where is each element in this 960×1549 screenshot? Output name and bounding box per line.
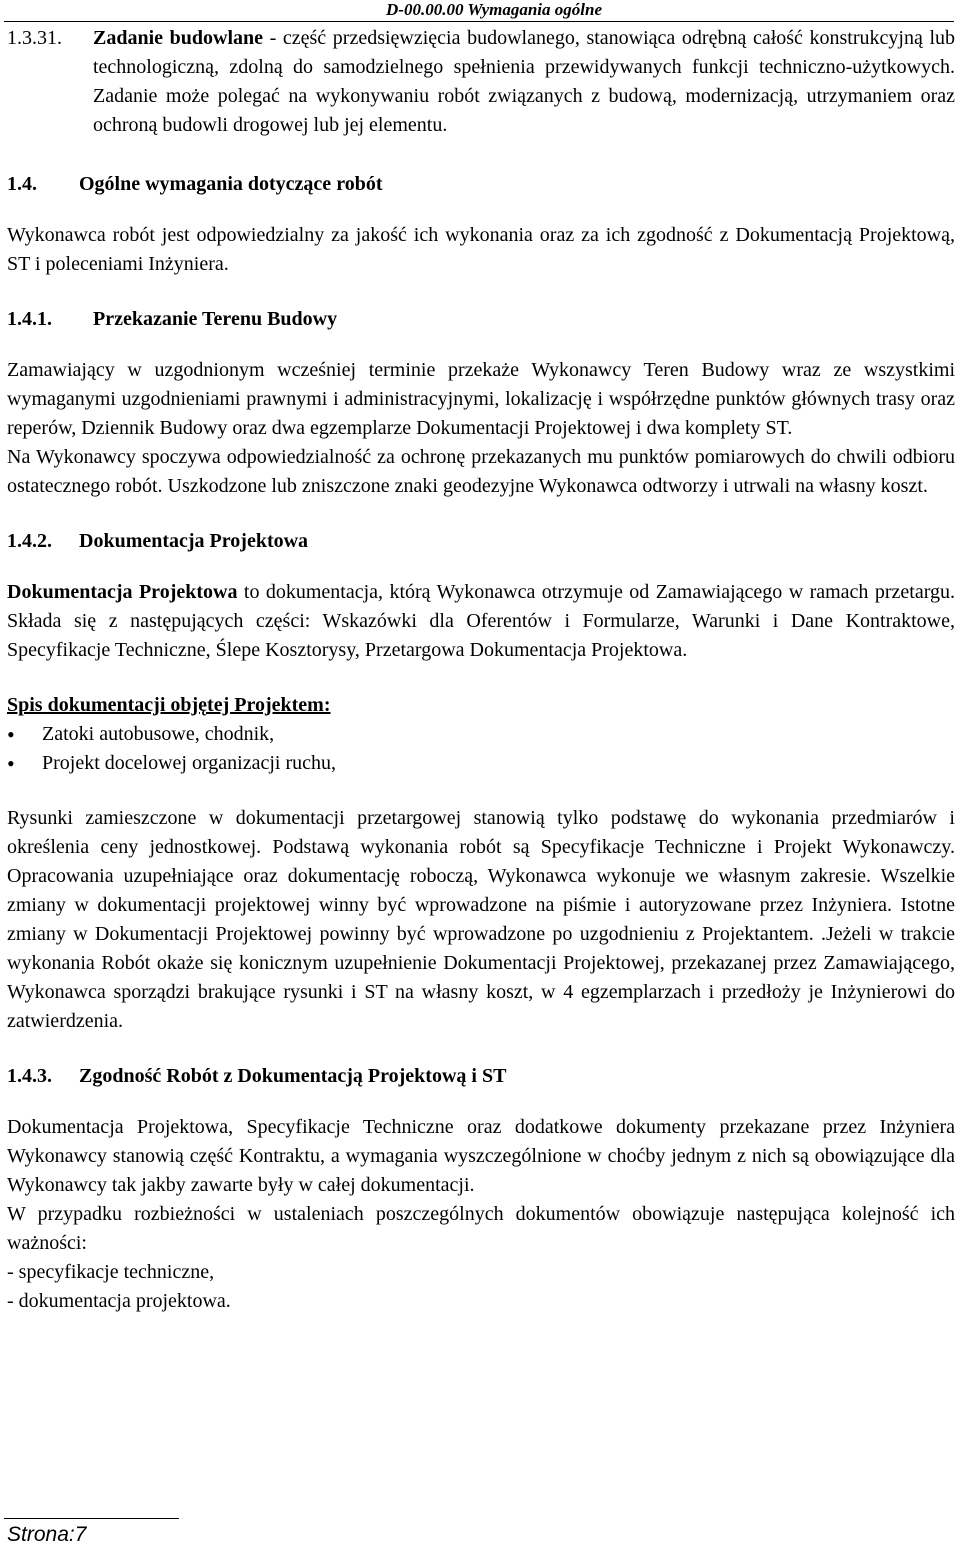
list-item — [7, 749, 955, 778]
page-header: D-00.00.00 Wymagania ogólne — [386, 0, 602, 19]
heading-1-4-1 — [7, 305, 955, 334]
page-number: Strona:7 — [7, 1523, 87, 1546]
paragraph-1-4-1-b: Na Wykonawcy spoczywa odpowiedzialność za ochronę przekazanych mu punktów pomiarowych do chwili odbioru ostatecznego robót. Uszkodzone lub zniszczone znaki geodezyjne Wykonawca odtworzy i utrwali na własny koszt. — [7, 446, 955, 497]
heading-title: Zgodność Robót z Dokumentacją Projektową i ST — [79, 1065, 507, 1087]
definition-number: 1.3.31. — [7, 27, 62, 49]
documentation-list — [7, 720, 955, 778]
paragraph-text: to dokumentacja, którą Wykonawca otrzymuje od Zamawiającego w ramach przetargu. Składa się z następujących części: Wskazówki dla Oferentów i Formularze, Warunki i Dane Kontraktowe, Specyfikacje Techniczne, Ślepe Kosztorysy, Przetargowa Dokumentacja Projektowa. — [7, 581, 955, 661]
paragraph-1-4-2-a — [7, 578, 955, 665]
footer-rule — [4, 1518, 179, 1519]
paragraph-1-4-2-b: Rysunki zamieszczone w dokumentacji przetargowej stanowią tylko podstawę do wykonania przedmiarów i określenia ceny jednostkowej. Podstawą wykonania robót są Specyfikacje Techniczne i Projekt Wykonawczy. Opracowania uzupełniające oraz dokumentację roboczą, Wykonawca wykonuje we własnym zakresie. Wszelkie zmiany w dokumentacji projektowej winny być wprowadzone na piśmie i autoryzowane przez Inżyniera. Istotne zmiany w Dokumentacji Projektowej powinny być wprowadzone po uzgodnieniu z Projektantem. .Jeżeli w trakcie wykonania Robót okaże się konicznym uzupełnienie Dokumentacji Projektowej, przekazanej przez Zamawiającego, Wykonawca sporządzi brakujące rysunki i ST na własny koszt, w 4 egzemplarzach i przedłoży je Inżynierowi do zatwierdzenia. — [7, 807, 955, 1032]
heading-title: Dokumentacja Projektowa — [79, 530, 309, 552]
heading-1-4-3 — [7, 1062, 955, 1091]
paragraph-1-4: Wykonawca robót jest odpowiedzialny za jakość ich wykonania oraz za ich zgodność z Dokumentacją Projektową, ST i poleceniami Inżyniera. — [7, 224, 955, 275]
heading-1-4 — [7, 170, 955, 199]
list-item-text: Projekt docelowej organizacji ruchu, — [42, 752, 336, 774]
heading-title: Ogólne wymagania dotyczące robót — [79, 173, 383, 195]
heading-number: 1.4.3. — [7, 1065, 52, 1087]
paragraph-1-4-1-a: Zamawiający w uzgodnionym wcześniej terminie przekaże Wykonawcy Teren Budowy wraz ze wszystkimi wymaganymi uzgodnieniami prawnymi i administracyjnymi, lokalizację i współrzędne punktów głównych trasy oraz reperów, Dziennik Budowy oraz dwa egzemplarze Dokumentacji Projektowej i dwa komplety ST. — [7, 359, 955, 439]
definition-term: Zadanie budowlane — [93, 27, 263, 49]
definition-1-3-31 — [7, 24, 955, 140]
bullet-icon: • — [7, 751, 15, 776]
heading-number: 1.4.1. — [7, 308, 52, 330]
list-item-text: Zatoki autobusowe, chodnik, — [42, 723, 275, 745]
priority-item: - dokumentacja projektowa. — [7, 1290, 231, 1312]
definition-text: - część przedsięwzięcia budowlanego, stanowiąca odrębną całość konstrukcyjną lub technologiczną, zdolną do samodzielnego spełnienia przewidywanych funkcji techniczno-użytkowych. Zadanie może polegać na wykonywaniu robót związanych z budową, modernizacją, utrzymaniem oraz ochroną budowli drogowej lub jej elementu. — [93, 27, 955, 136]
definition-body — [93, 24, 955, 140]
priority-item: - specyfikacje techniczne, — [7, 1261, 215, 1283]
heading-number: 1.4.2. — [7, 530, 52, 552]
paragraph-term: Dokumentacja Projektowa — [7, 581, 238, 603]
documentation-list-heading: Spis dokumentacji objętej Projektem: — [7, 694, 331, 716]
list-item — [7, 720, 955, 749]
heading-number: 1.4. — [7, 173, 37, 195]
heading-title: Przekazanie Terenu Budowy — [93, 308, 338, 330]
bullet-icon: • — [7, 722, 15, 747]
heading-1-4-2 — [7, 527, 955, 556]
header-rule — [4, 21, 954, 22]
paragraph-1-4-3-a: Dokumentacja Projektowa, Specyfikacje Techniczne oraz dodatkowe dokumenty przekazane przez Inżyniera Wykonawcy stanowią część Kontraktu, a wymagania wyszczególnione w choćby jednym z nich są obowiązujące dla Wykonawcy tak jakby zawarte były w całej dokumentacji. — [7, 1116, 955, 1196]
document-body — [7, 24, 955, 1316]
paragraph-1-4-3-b: W przypadku rozbieżności w ustaleniach poszczególnych dokumentów obowiązuje następująca kolejność ich ważności: — [7, 1203, 955, 1254]
